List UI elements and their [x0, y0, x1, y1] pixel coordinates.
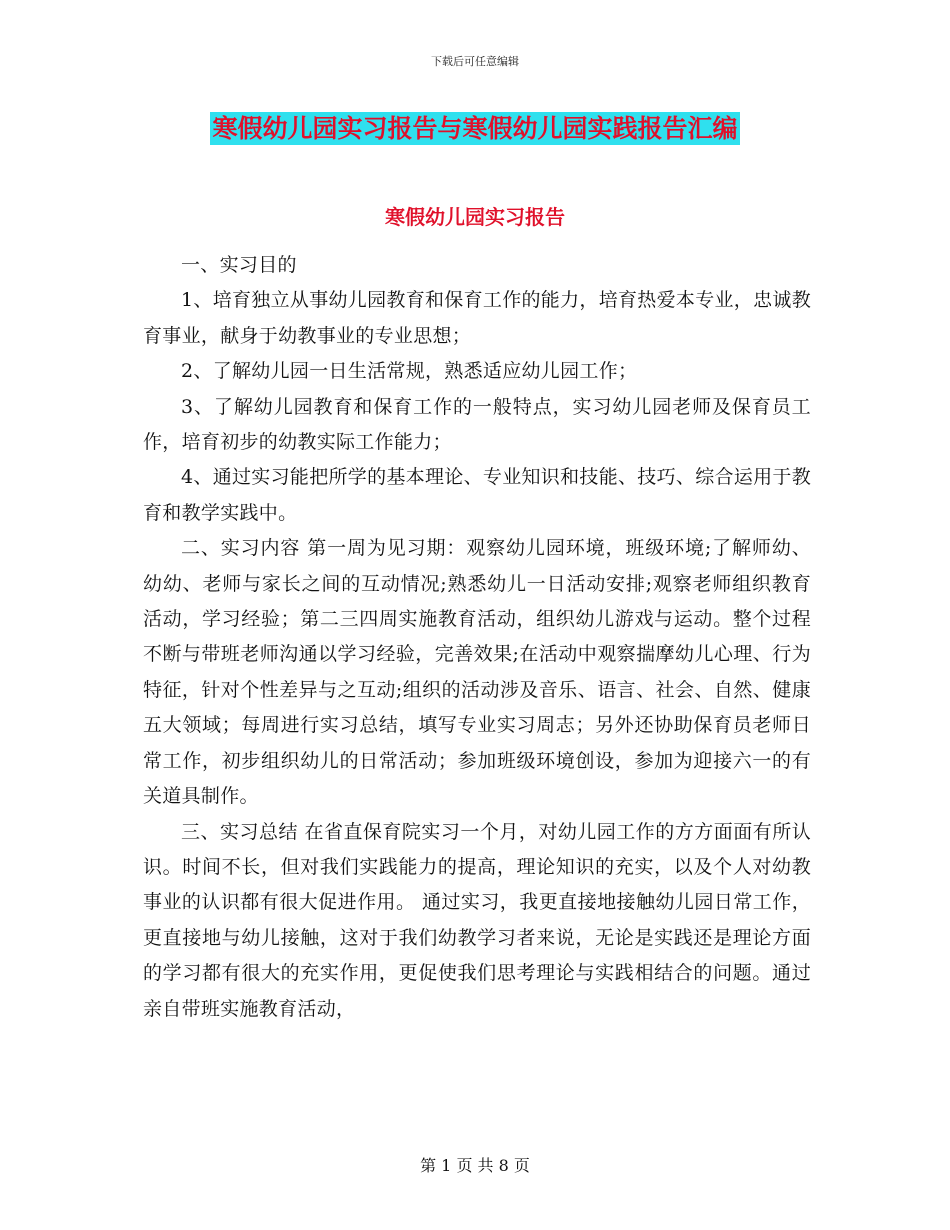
paragraph-summary: 三、实习总结 在省直保育院实习一个月，对幼儿园工作的方方面面有所认识。时间不长，但对我们实践能力的提高，理论知识的充实，以及个人对幼教事业的认识都有很大促进作用。 通过实习，我更直接地接触幼儿园日常工作，更直接地与幼儿接触，这对于我们幼教学习者来说，无论是实践还是理论方面的学习都有很大的充实作用，更促使我们思考理论与实践相结合的问题。通过亲自带班实施教育活动， — [143, 820, 811, 1020]
header-note: 下载后可任意编辑 — [431, 55, 519, 68]
paragraph-item-2: 2、了解幼儿园一日生活常规，熟悉适应幼儿园工作； — [181, 360, 638, 383]
paragraph-heading-purpose: 一、实习目的 — [181, 254, 297, 276]
document-title-container — [0, 112, 950, 145]
document-body — [143, 248, 811, 1027]
page-footer: 第 1 页 共 8 页 — [420, 1156, 530, 1175]
section-title: 寒假幼儿园实习报告 — [385, 205, 565, 229]
paragraph-item-1: 1、培育独立从事幼儿园教育和保育工作的能力，培育热爱本专业，忠诚教育事业，献身于幼教事业的专业思想； — [143, 289, 811, 347]
paragraph-content: 二、实习内容 第一周为见习期：观察幼儿园环境，班级环境;了解师幼、幼幼、老师与家长之间的互动情况;熟悉幼儿一日活动安排;观察老师组织教育活动，学习经验；第二三四周实施教育活动，组织幼儿游戏与运动。整个过程不断与带班老师沟通以学习经验，完善效果;在活动中观察揣摩幼儿心理、行为特征，针对个性差异与之互动;组织的活动涉及音乐、语言、社会、自然、健康五大领域；每周进行实习总结，填写专业实习周志；另外还协助保育员老师日常工作，初步组织幼儿的日常活动；参加班级环境创设，参加为迎接六一的有关道具制作。 — [143, 537, 811, 808]
paragraph-item-4: 4、通过实习能把所学的基本理论、专业知识和技能、技巧、综合运用于教育和教学实践中。 — [143, 466, 811, 524]
document-title: 寒假幼儿园实习报告与寒假幼儿园实践报告汇编 — [212, 114, 738, 143]
paragraph-item-3: 3、了解幼儿园教育和保育工作的一般特点，实习幼儿园老师及保育员工作，培育初步的幼教实际工作能力； — [143, 395, 811, 454]
